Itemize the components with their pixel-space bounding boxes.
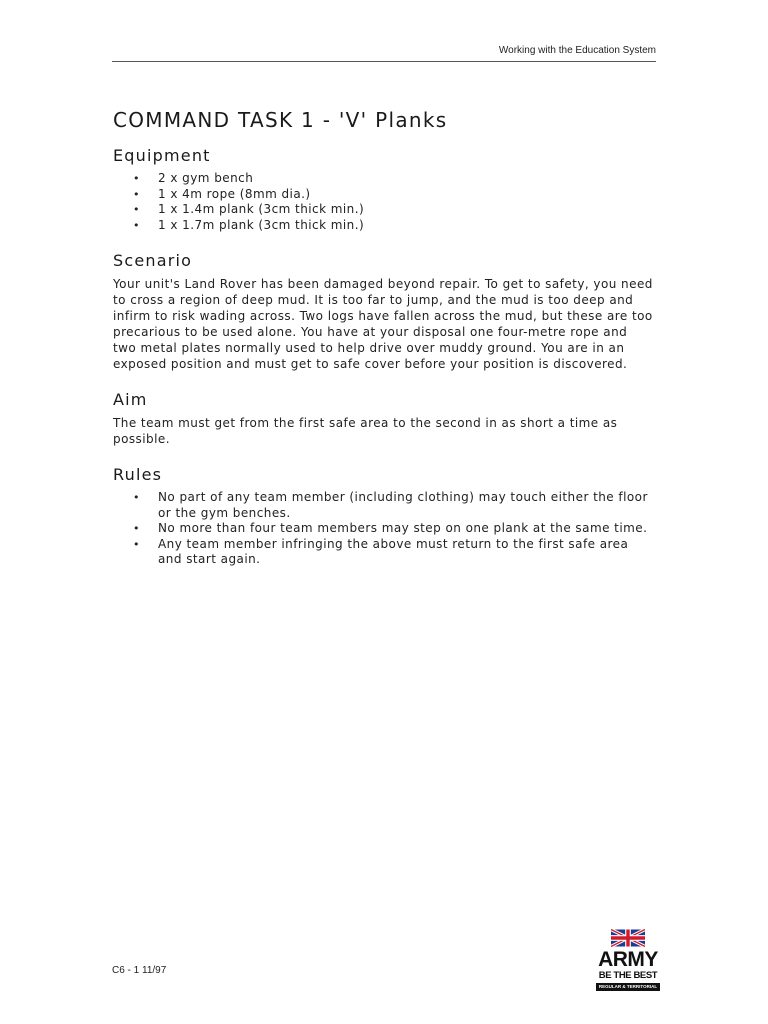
equipment-heading: Equipment <box>113 146 211 165</box>
list-item <box>113 521 653 537</box>
header-divider <box>112 61 656 62</box>
list-item-text: 1 x 4m rope (8mm dia.) <box>158 186 311 201</box>
list-item <box>113 171 653 187</box>
list-item-text: No part of any team member (including clothing) may touch either the floor or the gym benches. <box>158 490 648 520</box>
list-item <box>113 202 653 218</box>
list-item-text: Any team member infringing the above must return to the first safe area and start again. <box>158 536 629 566</box>
list-item-text: 2 x gym bench <box>158 171 254 185</box>
union-flag-icon <box>611 928 645 948</box>
list-item <box>113 187 653 203</box>
page-title: COMMAND TASK 1 - 'V' Planks <box>113 108 448 132</box>
bullet-icon: • <box>133 537 140 551</box>
scenario-heading: Scenario <box>113 251 193 270</box>
army-logo <box>596 928 660 994</box>
running-header: Working with the Education System <box>498 45 656 56</box>
bullet-icon: • <box>133 218 140 232</box>
page-content <box>113 108 653 586</box>
page-reference: C6 - 1 11/97 <box>112 965 167 976</box>
list-item-text: 1 x 1.7m plank (3cm thick min.) <box>158 217 365 232</box>
logo-wordmark: ARMY <box>598 948 658 971</box>
rules-list <box>113 490 653 568</box>
bullet-icon: • <box>133 187 140 201</box>
bullet-icon: • <box>133 203 140 216</box>
equipment-list <box>113 171 653 233</box>
bullet-icon: • <box>133 172 140 185</box>
rules-heading: Rules <box>113 465 163 484</box>
scenario-text: Your unit's Land Rover has been damaged beyond repair. To get to safety, you need to cross a region of deep mud. It is too far to jump, and the mud is too deep and infirm to risk wading across. Two logs have fallen across the mud, but these are too precarious to be used alone. You have at your disposal one four-metre rope and two metal plates normally used to help drive over muddy ground. You are in an exposed position and must get to safe cover before your position is discovered. <box>113 277 653 371</box>
aim-heading: Aim <box>113 390 148 409</box>
bullet-icon: • <box>133 522 140 535</box>
aim-text: The team must get from the first safe area to the second in as short a time as possible. <box>113 416 618 446</box>
logo-subline: REGULAR & TERRITORIAL <box>596 983 660 991</box>
bullet-icon: • <box>133 491 140 504</box>
list-item <box>113 218 653 234</box>
logo-tagline: BE THE BEST <box>598 970 658 981</box>
list-item-text: 1 x 1.4m plank (3cm thick min.) <box>158 202 365 216</box>
list-item-text: No more than four team members may step on one plank at the same time. <box>158 521 648 535</box>
list-item <box>113 490 653 521</box>
list-item <box>113 537 653 568</box>
